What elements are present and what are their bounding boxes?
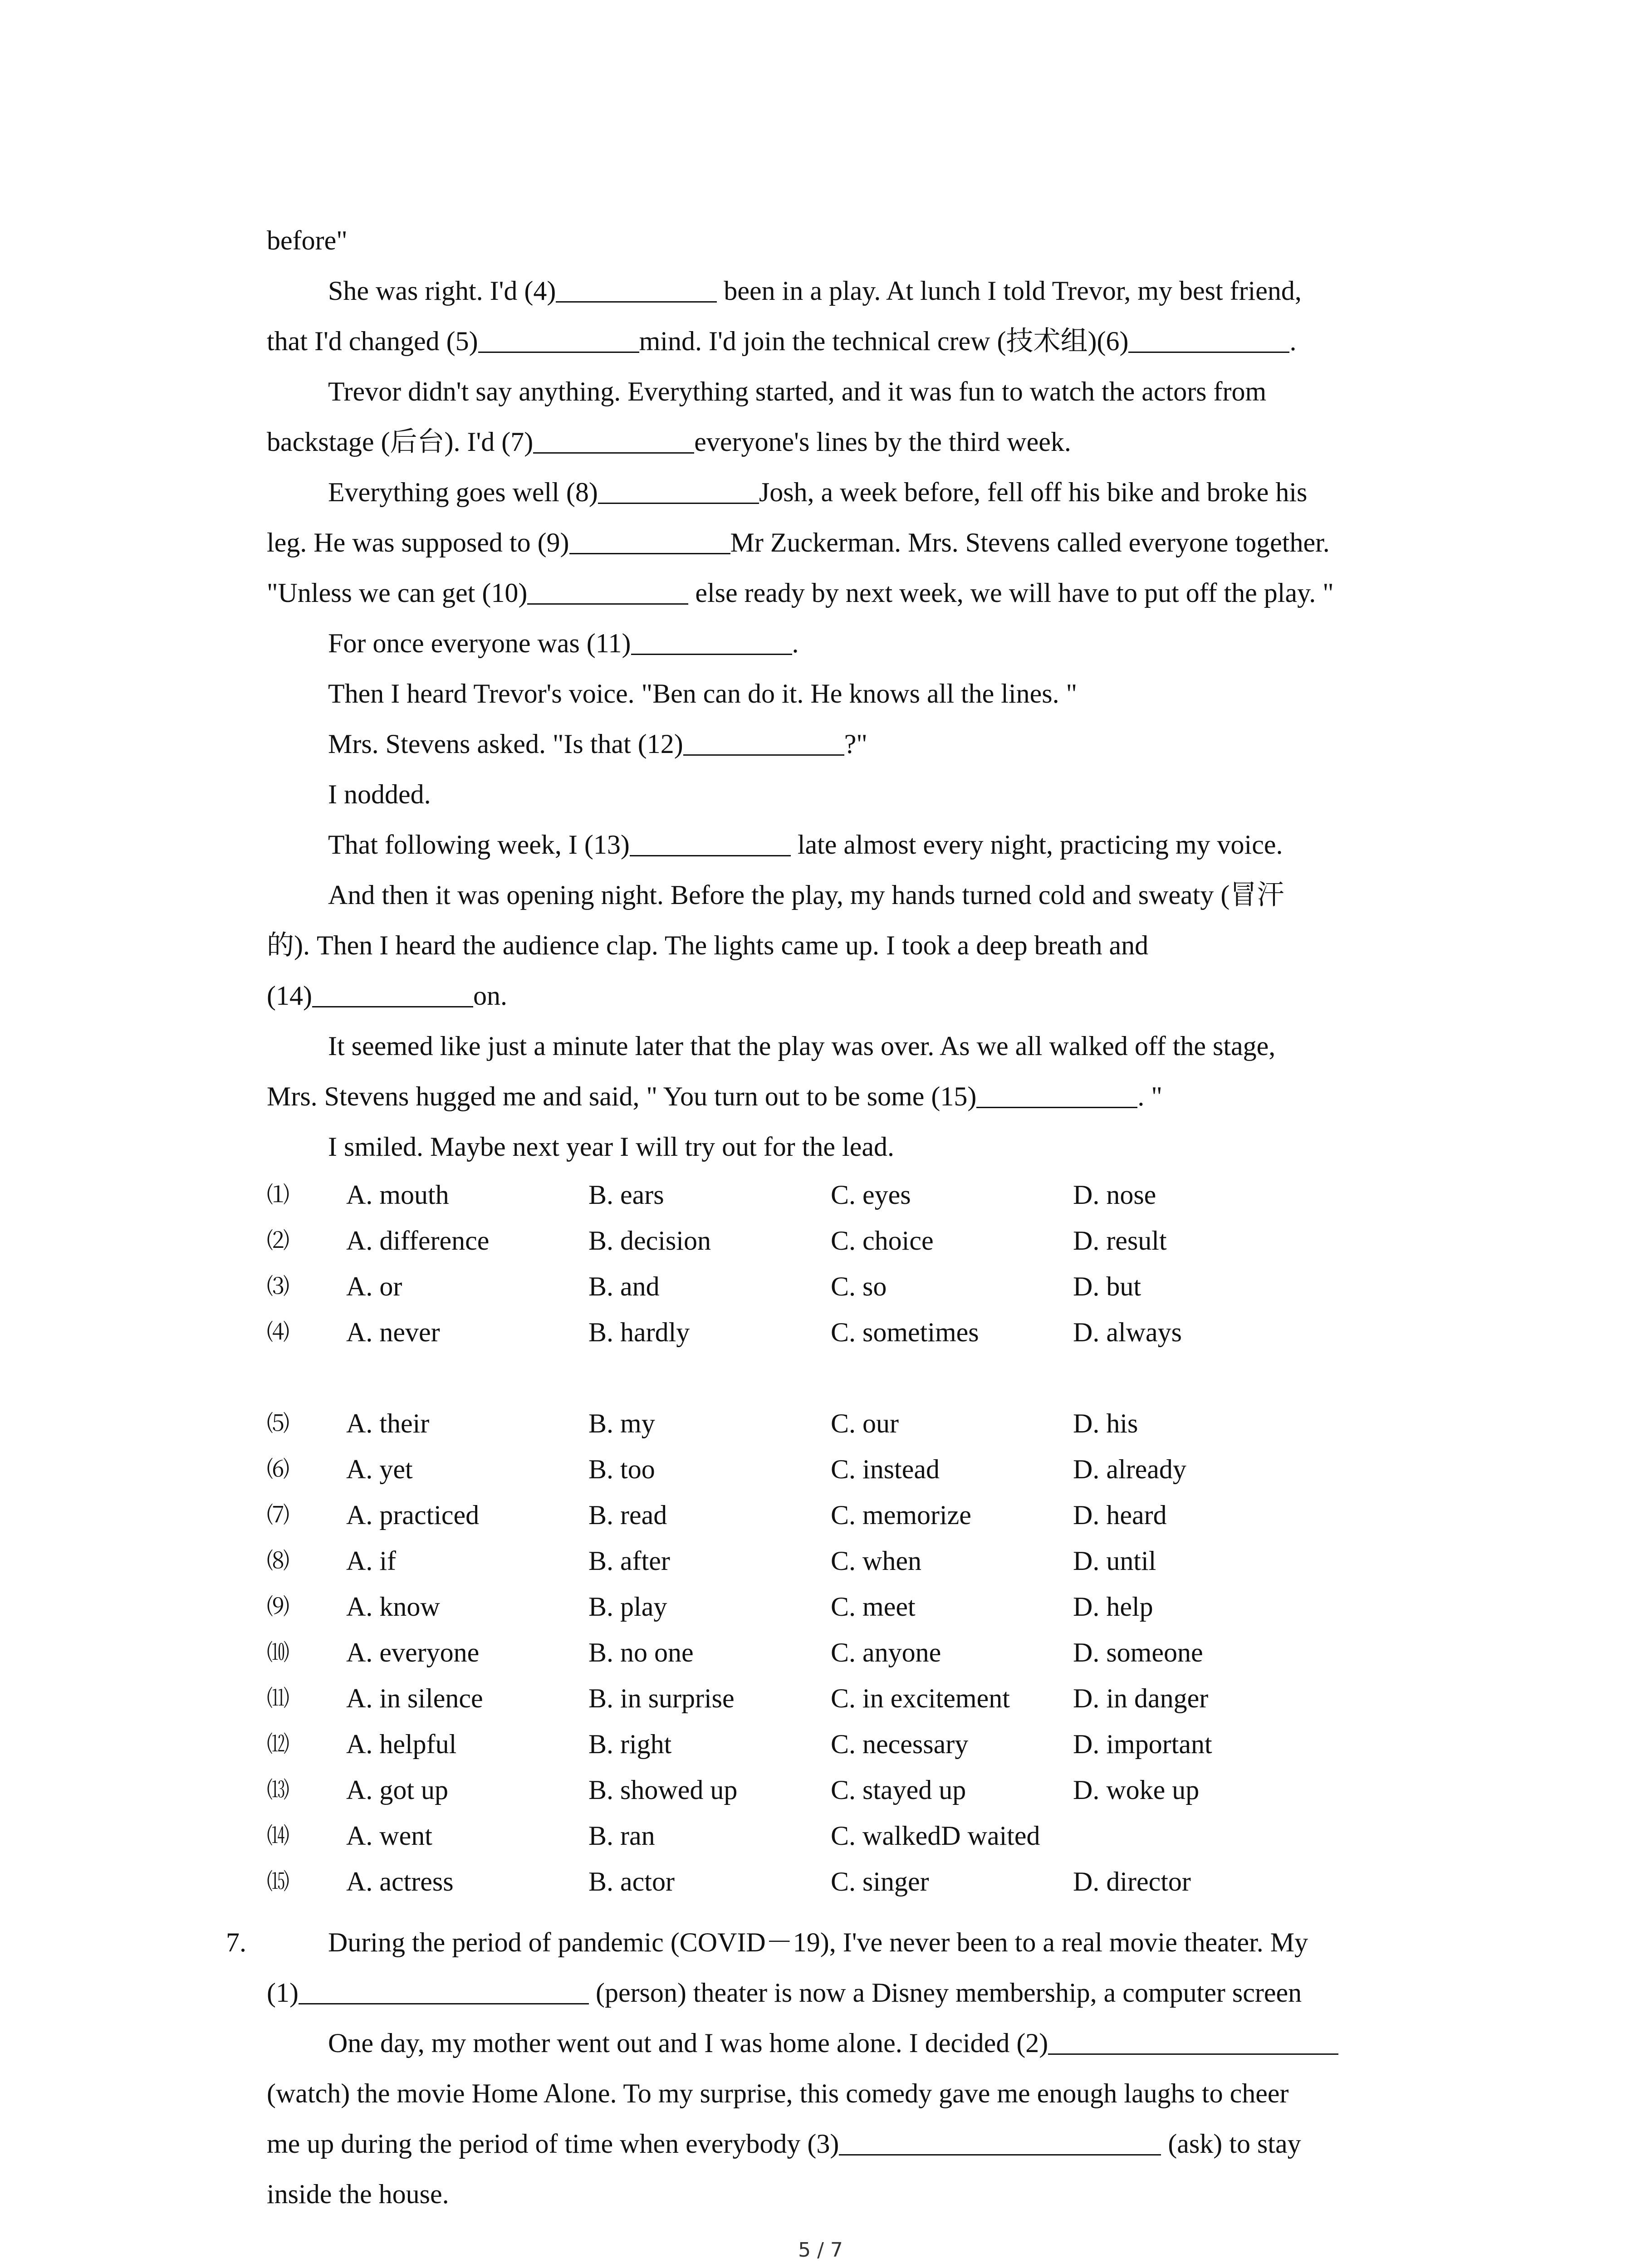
option-b[interactable]: B. decision — [588, 1226, 711, 1256]
option-row — [267, 1584, 1315, 1630]
option-d[interactable]: D. his — [1073, 1408, 1138, 1438]
option-b[interactable]: B. ran — [588, 1821, 655, 1851]
option-b[interactable]: B. after — [588, 1546, 670, 1576]
option-c[interactable]: C. anyone — [831, 1637, 941, 1667]
option-a[interactable]: A. difference — [346, 1226, 490, 1256]
option-a[interactable]: A. or — [346, 1271, 402, 1301]
option-row — [267, 1492, 1315, 1538]
question-number: ⑹ — [267, 1456, 289, 1482]
option-d[interactable]: D. already — [1073, 1454, 1186, 1484]
option-c[interactable]: C. so — [831, 1271, 887, 1301]
option-c[interactable]: C. sometimes — [831, 1317, 979, 1347]
question-number: ⑶ — [267, 1273, 289, 1300]
option-b[interactable]: B. in surprise — [588, 1683, 735, 1713]
option-row — [267, 1676, 1315, 1721]
passage-line: (1) (person) theater is now a Disney membership, a computer screen — [267, 1978, 1302, 2008]
option-row — [267, 1538, 1315, 1584]
option-d[interactable]: D. heard — [1073, 1500, 1167, 1530]
question-number: ⒀ — [267, 1777, 289, 1803]
blank-7[interactable] — [533, 426, 694, 454]
passage-line: Everything goes well (8) Josh, a week before, fell off his bike and broke his — [328, 477, 1308, 507]
option-b[interactable]: B. play — [588, 1592, 667, 1622]
passage-line: backstage (后台). I'd (7) everyone's lines by the third week. — [267, 427, 1071, 457]
option-c[interactable]: C. memorize — [831, 1500, 971, 1530]
passage-line: Trevor didn't say anything. Everything started, and it was fun to watch the actors from — [328, 376, 1267, 406]
question-number: ⒁ — [267, 1823, 289, 1849]
option-b[interactable]: B. my — [588, 1408, 655, 1438]
passage-line: That following week, I (13) late almost every night, practicing my voice. — [328, 830, 1283, 860]
option-c[interactable]: C. eyes — [831, 1180, 911, 1210]
passage-line: I nodded. — [328, 779, 431, 809]
passage-line: (watch) the movie Home Alone. To my surprise, this comedy gave me enough laughs to cheer — [267, 2078, 1289, 2108]
option-d[interactable]: D. help — [1073, 1592, 1153, 1622]
option-a[interactable]: A. in silence — [346, 1683, 483, 1713]
question-number: ⑸ — [267, 1410, 289, 1437]
passage-line: that I'd changed (5) mind. I'd join the technical crew (技术组)(6) . — [267, 326, 1297, 356]
option-c[interactable]: C. walkedD waited — [831, 1821, 1040, 1851]
option-row — [267, 1264, 1315, 1310]
option-a[interactable]: A. their — [346, 1408, 430, 1438]
question-number: ⑴ — [267, 1182, 289, 1208]
options-table — [267, 1172, 1315, 1905]
option-d[interactable]: D. important — [1073, 1729, 1212, 1759]
blank-5[interactable] — [478, 326, 639, 353]
option-d[interactable]: D. director — [1073, 1867, 1191, 1897]
passage-line: Mrs. Stevens hugged me and said, " You turn out to be some (15) . " — [267, 1081, 1162, 1111]
option-b[interactable]: B. actor — [588, 1867, 675, 1897]
passage-line: me up during the period of time when everybody (3) (ask) to stay — [267, 2129, 1301, 2159]
blank-10[interactable] — [527, 577, 688, 605]
option-d[interactable]: D. nose — [1073, 1180, 1156, 1210]
option-c[interactable]: C. necessary — [831, 1729, 969, 1759]
option-row — [267, 1310, 1315, 1355]
option-c[interactable]: C. meet — [831, 1592, 916, 1622]
option-a[interactable]: A. went — [346, 1821, 432, 1851]
passage-line: For once everyone was (11) . — [328, 628, 799, 658]
option-a[interactable]: A. everyone — [346, 1637, 480, 1667]
option-row — [267, 1172, 1315, 1218]
question-7 — [226, 1917, 1455, 2219]
option-a[interactable]: A. never — [346, 1317, 440, 1347]
question-number: ⑽ — [267, 1639, 289, 1666]
option-row — [267, 1767, 1315, 1813]
passage-line: During the period of pandemic (COVID－19), I've never been to a real movie theater. My — [328, 1927, 1308, 1957]
option-c[interactable]: C. stayed up — [831, 1775, 966, 1805]
option-c[interactable]: C. instead — [831, 1454, 940, 1484]
option-row — [267, 1218, 1315, 1264]
option-b[interactable]: B. right — [588, 1729, 672, 1759]
option-a[interactable]: A. practiced — [346, 1500, 480, 1530]
option-b[interactable]: B. no one — [588, 1637, 694, 1667]
passage-line: Mrs. Stevens asked. "Is that (12) ?" — [328, 729, 867, 759]
option-d[interactable]: D. but — [1073, 1271, 1141, 1301]
question-number: ⑾ — [267, 1685, 289, 1711]
passage-line: One day, my mother went out and I was home alone. I decided (2) — [267, 2018, 1455, 2068]
passage — [226, 215, 1455, 2219]
question-number: ⑼ — [267, 1593, 289, 1620]
option-row — [267, 1401, 1315, 1447]
question-number: ⑻ — [267, 1548, 289, 1574]
passage-line: before" — [267, 225, 348, 255]
question-number: ⑷ — [267, 1319, 289, 1345]
question-number: ⑺ — [267, 1502, 289, 1528]
option-d[interactable]: D. woke up — [1073, 1775, 1200, 1805]
option-b[interactable]: B. read — [588, 1500, 667, 1530]
option-d[interactable]: D. result — [1073, 1226, 1167, 1256]
option-d[interactable]: D. someone — [1073, 1637, 1203, 1667]
blank-4[interactable] — [556, 275, 717, 303]
blank-12[interactable] — [683, 728, 844, 756]
option-b[interactable]: B. ears — [588, 1180, 664, 1210]
option-row — [267, 1630, 1315, 1676]
passage-line: leg. He was supposed to (9) Mr Zuckerman. Mrs. Stevens called everyone together. — [267, 528, 1330, 557]
option-b[interactable]: B. and — [588, 1271, 660, 1301]
passage-line: 的). Then I heard the audience clap. The lights came up. I took a deep breath and — [267, 930, 1149, 960]
blank-15[interactable] — [976, 1081, 1137, 1108]
option-a[interactable]: A. actress — [346, 1867, 454, 1897]
passage-line: I smiled. Maybe next year I will try out for the lead. — [328, 1132, 894, 1162]
blank-q7-3[interactable] — [839, 2128, 1161, 2156]
option-row — [267, 1447, 1315, 1492]
option-d[interactable]: D. always — [1073, 1317, 1182, 1347]
passage-line: It seemed like just a minute later that the play was over. As we all walked off the stage, — [328, 1031, 1276, 1061]
option-row — [267, 1859, 1315, 1905]
passage-line: "Unless we can get (10) else ready by next week, we will have to put off the play. " — [267, 578, 1334, 608]
blank-14[interactable] — [312, 980, 473, 1007]
option-d[interactable] — [1073, 1813, 1315, 1859]
passage-line: She was right. I'd (4) been in a play. At lunch I told Trevor, my best friend, — [328, 276, 1302, 306]
option-b[interactable]: B. too — [588, 1454, 655, 1484]
blank-9[interactable] — [569, 527, 730, 554]
question-number: ⒂ — [267, 1868, 289, 1895]
option-c[interactable]: C. choice — [831, 1226, 934, 1256]
option-row — [267, 1813, 1315, 1859]
option-c[interactable]: C. our — [831, 1408, 899, 1438]
option-a[interactable]: A. helpful — [346, 1729, 457, 1759]
blank-q7-1[interactable] — [299, 1977, 589, 2004]
option-a[interactable]: A. mouth — [346, 1180, 449, 1210]
option-a[interactable]: A. if — [346, 1546, 396, 1576]
passage-line: inside the house. — [267, 2179, 449, 2209]
option-a[interactable]: A. yet — [346, 1454, 413, 1484]
option-a[interactable]: A. got up — [346, 1775, 448, 1805]
option-a[interactable]: A. know — [346, 1592, 440, 1622]
option-d[interactable]: D. until — [1073, 1546, 1156, 1576]
option-c[interactable]: C. in excitement — [831, 1683, 1010, 1713]
option-row — [267, 1721, 1315, 1767]
passage-line: (14) on. — [267, 981, 507, 1011]
option-b[interactable]: B. hardly — [588, 1317, 690, 1347]
blank-13[interactable] — [630, 829, 791, 856]
question-number: 7. — [226, 1927, 246, 1957]
question-number: ⑿ — [267, 1731, 289, 1757]
blank-8[interactable] — [598, 477, 759, 504]
page-number: 5 / 7 — [798, 2239, 843, 2262]
blank-q7-2[interactable] — [1048, 2028, 1338, 2055]
passage-line: And then it was opening night. Before the play, my hands turned cold and sweaty (冒汗 — [328, 880, 1284, 910]
option-c[interactable]: C. when — [831, 1546, 921, 1576]
blank-6[interactable] — [1128, 326, 1289, 353]
question-number: ⑵ — [267, 1227, 289, 1254]
option-b[interactable]: B. showed up — [588, 1775, 738, 1805]
option-d[interactable]: D. in danger — [1073, 1683, 1209, 1713]
passage-line: Then I heard Trevor's voice. "Ben can do it. He knows all the lines. " — [328, 679, 1078, 709]
blank-11[interactable] — [631, 628, 792, 655]
option-c[interactable]: C. singer — [831, 1867, 929, 1897]
spacer-row — [267, 1355, 1315, 1401]
